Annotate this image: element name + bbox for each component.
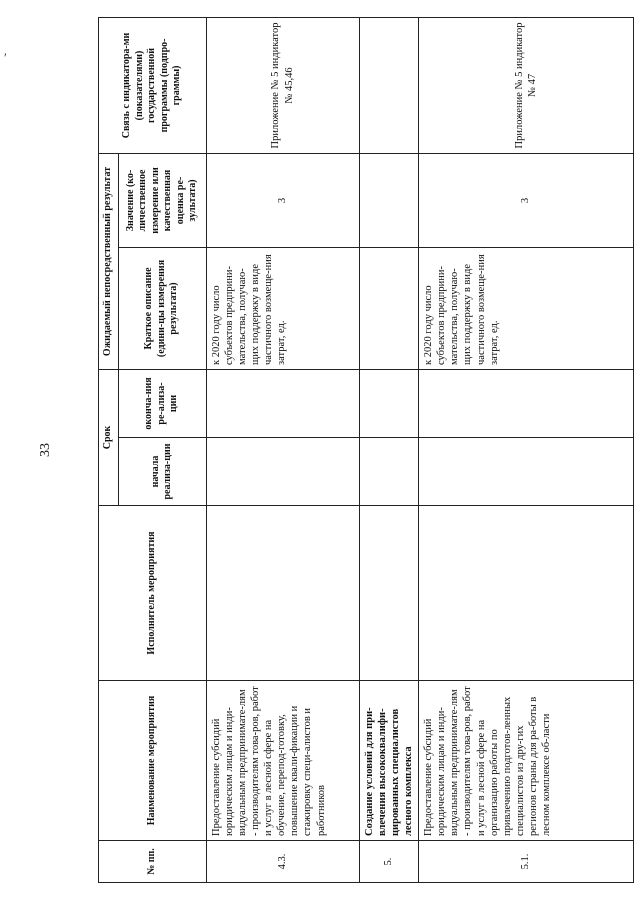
header-description: Краткое описание (едини-цы измерения результата) [118, 247, 206, 369]
page-number: 33 [38, 443, 53, 457]
row-link: Приложение № 5 индикатор № 45,46 [206, 17, 359, 153]
row-start [206, 438, 359, 506]
row-link [359, 17, 419, 153]
row-link: Приложение № 5 индикатор № 47 [419, 17, 634, 153]
row-value: 3 [206, 153, 359, 247]
row-value [359, 153, 419, 247]
table-row [359, 17, 419, 882]
row-name: Предоставление субсидий юридическим лицам и инди-видуальным предпринимате-лям - производителям това-ров, работ и услуг в лесной сфере на обучение, перепод-готовку, повышение квали-фикации и стажировку специ-алистов и работников [206, 681, 359, 841]
row-name: Создание условий для при-влечения высококвалифи-цированных специалистов лесного комплекса [359, 681, 419, 841]
scan-mark: ′ [4, 50, 7, 65]
row-executor [206, 506, 359, 681]
row-end [419, 369, 634, 437]
row-start [419, 438, 634, 506]
row-name: Предоставление субсидий юридическим лицам и инди-видуальным предпринимате-лям - производителям това-ров, работ и услуг в лесной сфере на организацию работы по привлечению подготов-ленных специалистов из дру-гих регионов страны для ра-боты в лесном комплексе об-ласти [419, 681, 634, 841]
header-end: оконча-ния ре-ализа-ции [118, 369, 206, 437]
row-start [359, 438, 419, 506]
header-link: Связь с индикатора-ми (показателями) государственной программы (подпро-граммы) [99, 17, 207, 153]
rotated-table-container [98, 18, 628, 883]
row-number: 5.1. [419, 841, 634, 883]
header-no: № пп. [99, 841, 207, 883]
header-name: Наименование мероприятия [99, 681, 207, 841]
row-description: к 2020 году число субъектов предприни-мательства, получаю-щих поддержку в виде частичного возмеще-ния затрат, ед. [206, 247, 359, 369]
table-row [419, 17, 634, 882]
header-executor: Исполнитель мероприятия [99, 506, 207, 681]
row-executor [419, 506, 634, 681]
measures-table [98, 17, 634, 883]
row-executor [359, 506, 419, 681]
table-row [206, 17, 359, 882]
row-end [359, 369, 419, 437]
row-value: 3 [419, 153, 634, 247]
header-term: Срок [99, 369, 119, 505]
row-description: к 2020 году число субъектов предприни-мательства, получаю-щих поддержку в виде частичного возмеще-ния затрат, ед. [419, 247, 634, 369]
row-description [359, 247, 419, 369]
row-number: 5. [359, 841, 419, 883]
row-number: 4.3. [206, 841, 359, 883]
header-value: Значение (ко-личественное измерение или качественная оценка ре-зультата) [118, 153, 206, 247]
row-end [206, 369, 359, 437]
header-result: Ожидаемый непосредственный результат [99, 153, 119, 369]
header-start: начала реализа-ции [118, 438, 206, 506]
